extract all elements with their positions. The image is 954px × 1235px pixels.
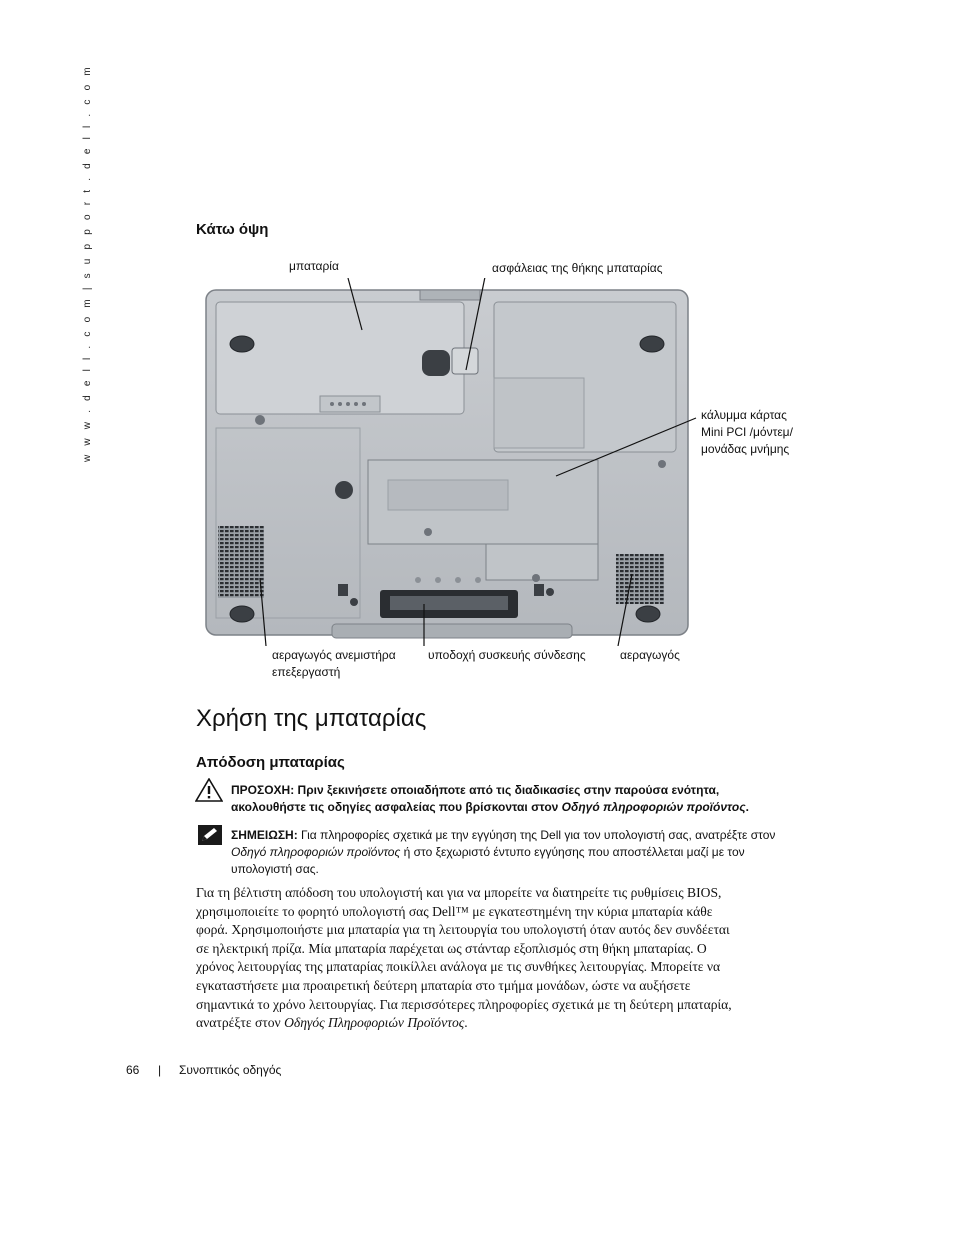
paragraph-last-suffix: . — [464, 1015, 468, 1031]
side-url: w w w . d e l l . c o m | s u p p o r t . d e l l . c o m — [82, 64, 93, 462]
callout-air-vent: αεραγωγός — [620, 648, 680, 662]
callout-fan-vent-line1: αεραγωγός ανεμιστήρα — [272, 648, 396, 662]
paragraph-line: φορά. Χρησιμοποιήστε μια μπαταρία για τη λειτουργία του υπολογιστή όταν αυτός δεν συνδέεται — [196, 922, 730, 938]
body-paragraph — [196, 884, 816, 1033]
caution-text2a: ακολουθήστε τις οδηγίες ασφαλείας που βρίσκονται στον — [231, 800, 562, 814]
callout-mini-pci-line2: Mini PCI /μόντεμ/ — [701, 425, 793, 439]
caution-line1 — [231, 782, 749, 799]
note-line2 — [231, 844, 775, 861]
paragraph-last-prefix: ανατρέξτε στον — [196, 1015, 285, 1031]
note-label: ΣΗΜΕΙΩΣΗ: — [231, 828, 298, 842]
callout-battery: μπαταρία — [289, 259, 339, 273]
note-text2b: ή στο ξεχωριστό έντυπο εγγύησης που αποστέλλεται μαζί με τον — [400, 845, 745, 859]
paragraph-line: Για τη βέλτιστη απόδοση του υπολογιστή και για να μπορείτε να διατηρείτε τις ρυθμίσεις BIOS, — [196, 885, 722, 900]
page-number: 66 — [126, 1063, 140, 1077]
laptop-bottom-figure — [200, 278, 700, 646]
paragraph-last-italic: Οδηγός Πληροφοριών Προϊόντος — [284, 1015, 465, 1031]
callout-battery-latch: ασφάλειας της θήκης μπαταρίας — [492, 261, 663, 275]
callout-docking: υποδοχή συσκευής σύνδεσης — [428, 648, 586, 662]
note-text1: Για πληροφορίες σχετικά με την εγγύηση της Dell για τον υπολογιστή σας, ανατρέξτε στον — [297, 828, 776, 842]
callout-mini-pci-line3: μονάδας μνήμης — [701, 442, 790, 456]
caution-text2b: . — [745, 800, 749, 814]
callout-fan-vent — [272, 647, 396, 681]
note-notice — [231, 827, 775, 878]
caution-text2-italic: Οδηγό πληροφοριών προϊόντος — [561, 800, 746, 814]
figure-heading: Κάτω όψη — [196, 221, 269, 238]
caution-label: ΠΡΟΣΟΧΗ: — [231, 783, 295, 797]
callout-mini-pci-line1: κάλυμμα κάρτας — [701, 408, 787, 422]
paragraph-line: εγκαταστήσετε μια προαιρετική δεύτερη μπαταρία στο τμήμα μονάδων, ώστε να αυξήσετε — [196, 977, 691, 993]
footer-separator: | — [158, 1063, 162, 1077]
page-title: Χρήση της μπαταρίας — [196, 705, 427, 732]
note-line1 — [231, 827, 775, 844]
caution-notice — [231, 782, 749, 816]
note-line3: υπολογιστή σας. — [231, 862, 319, 876]
paragraph-line: χρησιμοποιείτε το φορητό υπολογιστή σας Dell™ με εγκατεστημένη την κύρια μπαταρία κάθε — [196, 903, 713, 919]
section-subtitle: Απόδοση μπαταρίας — [196, 754, 345, 771]
caution-icon — [195, 778, 223, 802]
paragraph-line: σημαντικά το χρόνο λειτουργίας. Για περισσότερες πληροφορίες σχετικά με τη δεύτερη μπαταρία, — [196, 996, 732, 1012]
caution-line2 — [231, 799, 749, 816]
paragraph-last-line — [196, 1014, 816, 1033]
callout-fan-vent-line2: επεξεργαστή — [272, 665, 341, 679]
footer-title: Συνοπτικός οδηγός — [179, 1063, 282, 1077]
note-text2-italic: Οδηγό πληροφοριών προϊόντος — [231, 845, 401, 859]
caution-text1: Πριν ξεκινήσετε οποιαδήποτε από τις διαδικασίες στην παρούσα ενότητα, — [294, 783, 720, 797]
paragraph-line: χρόνος λειτουργίας της μπαταρίας ποικίλλει ανάλογα με τις συνθήκες λειτουργίας. Μπορείτε να — [196, 959, 721, 975]
paragraph-line: σε ηλεκτρική πρίζα. Μία μπαταρία παρέχεται ως στάνταρ εξοπλισμός στη θήκη μπαταρίας. Ο — [196, 940, 707, 956]
callout-mini-pci — [701, 407, 793, 458]
note-pencil-icon — [198, 825, 222, 845]
